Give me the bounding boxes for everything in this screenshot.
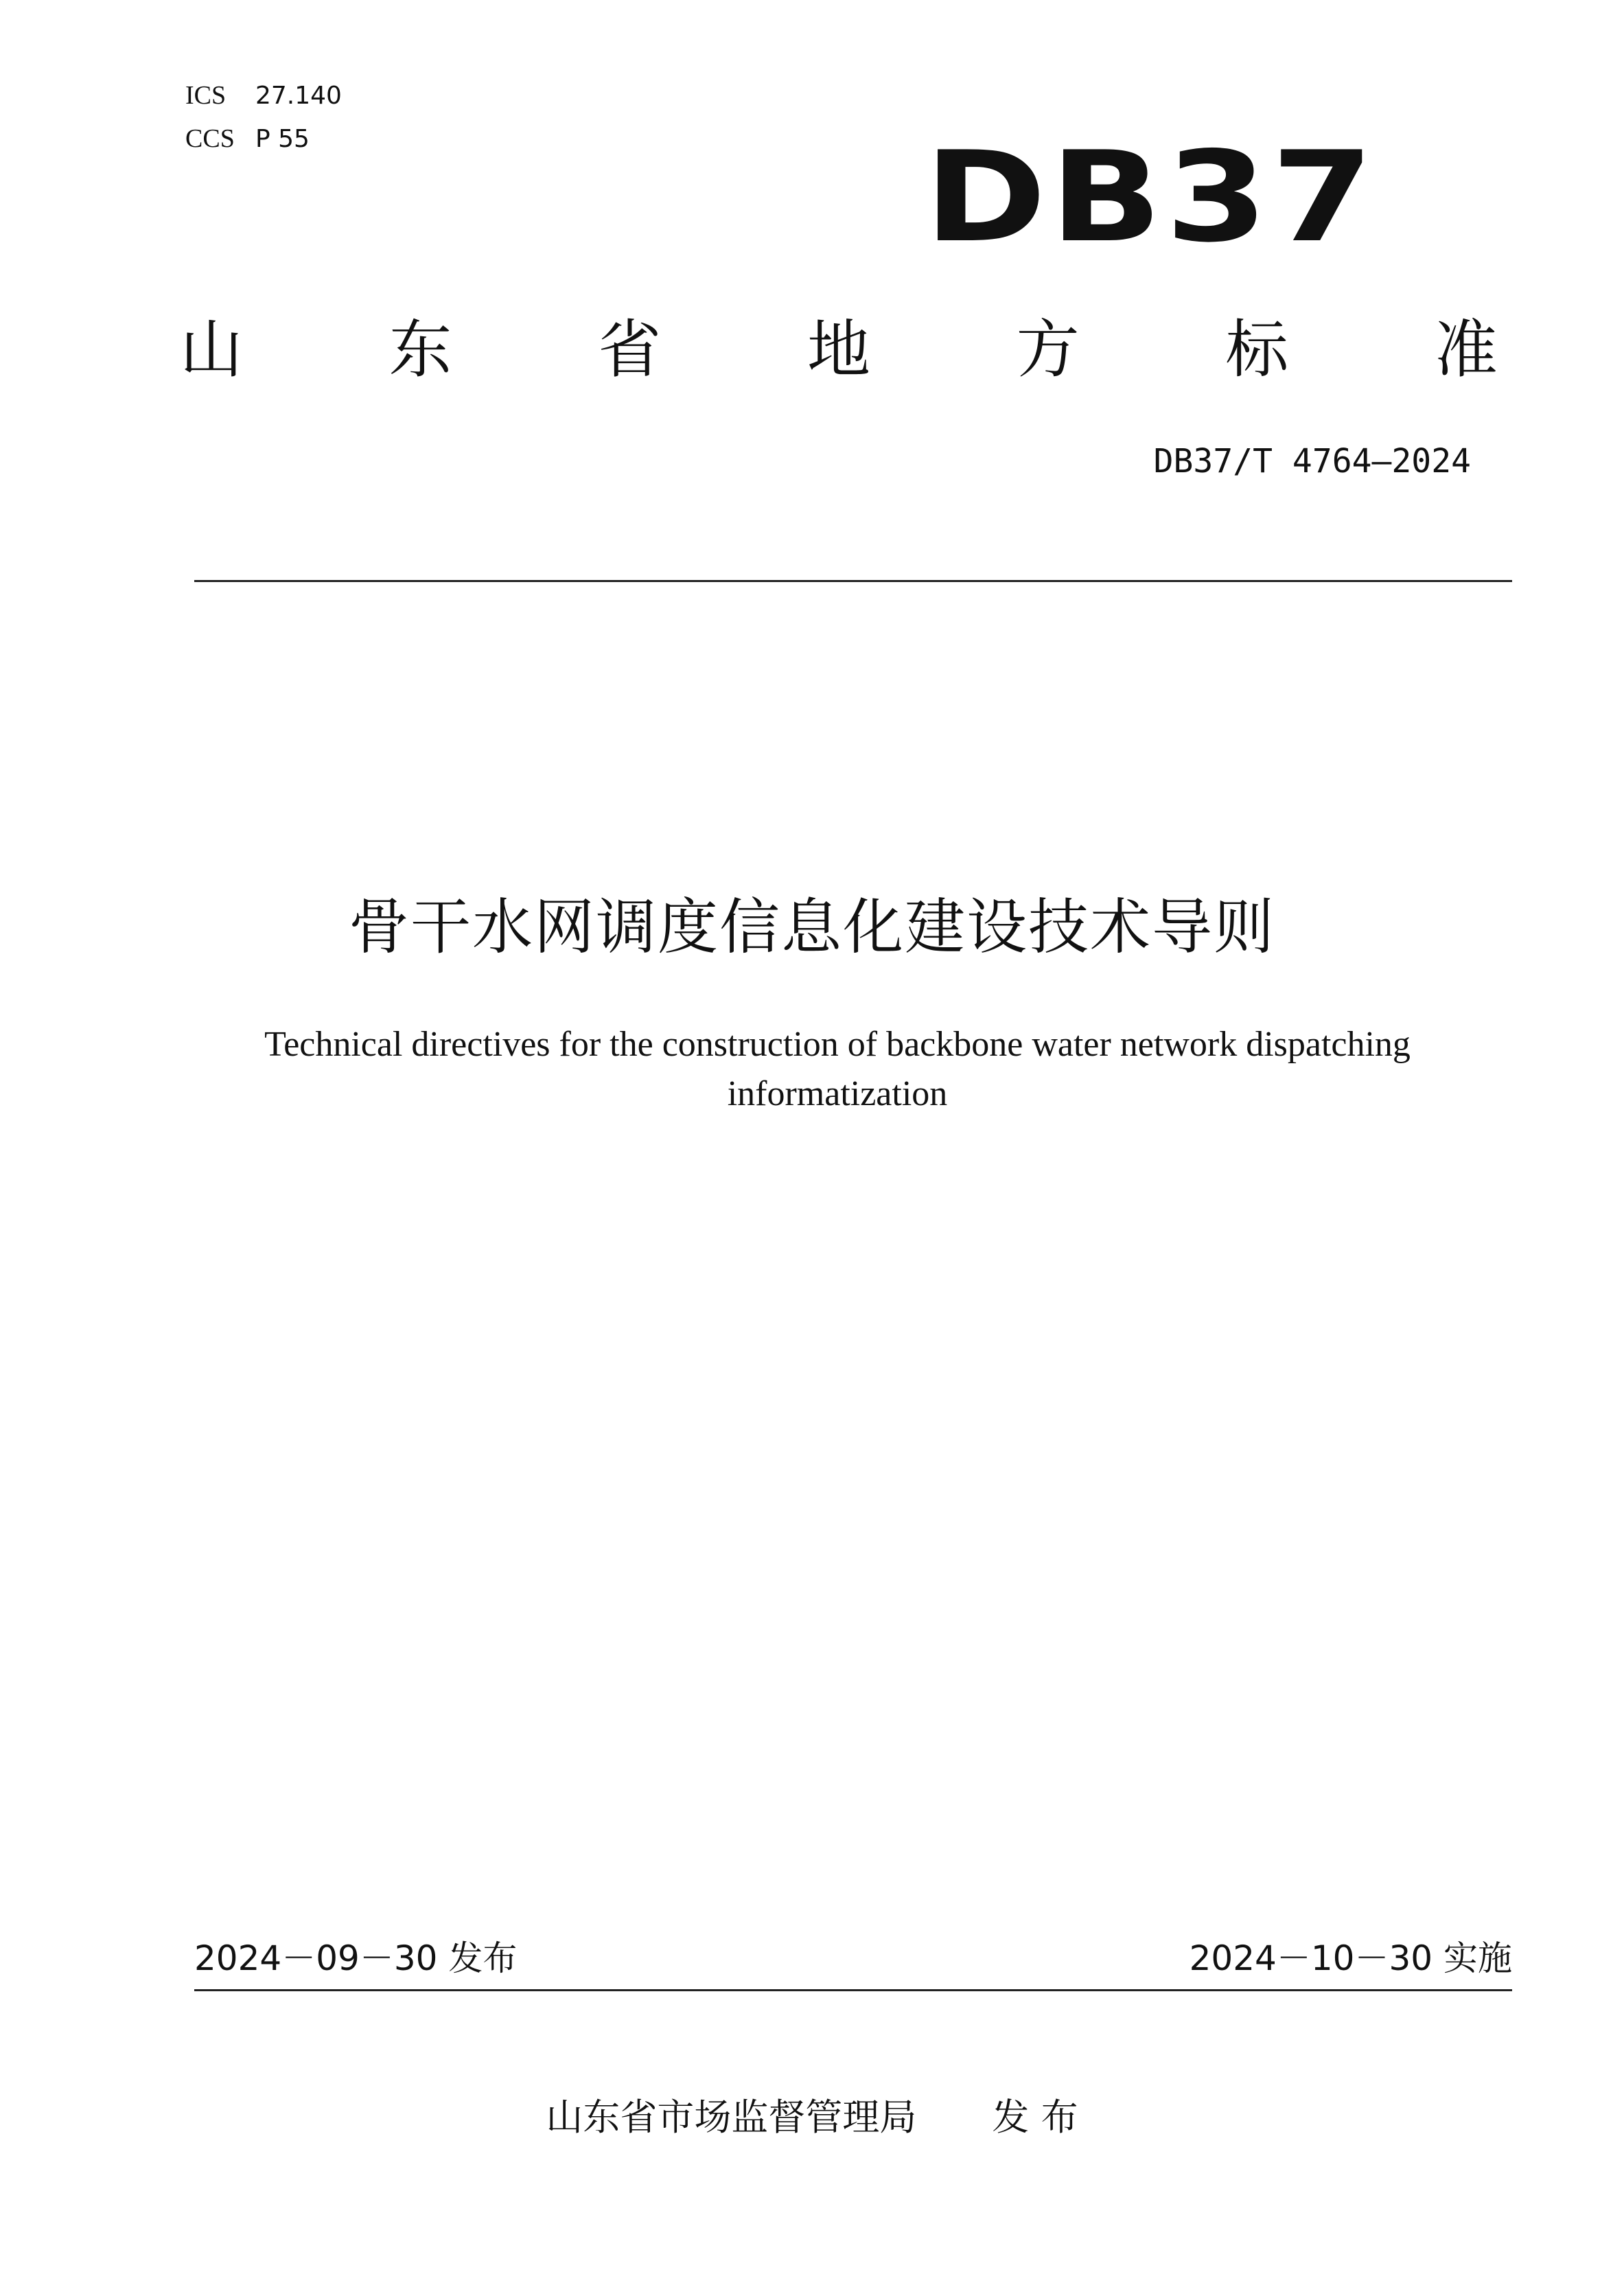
document-title-chinese: 骨干水网调度信息化建设技术导则 [348, 892, 1275, 962]
standard-type-char: 省 [598, 313, 662, 386]
standard-type-heading [180, 312, 1498, 388]
ccs-label: CCS [185, 124, 235, 153]
ccs-code-row [185, 117, 342, 161]
standard-type-char: 东 [388, 313, 452, 386]
classification-codes [185, 74, 342, 161]
standard-number: DB37/T 4764—2024 [1153, 442, 1471, 480]
standard-type-char: 准 [1434, 313, 1498, 386]
top-divider [194, 580, 1512, 582]
ics-label: ICS [185, 81, 227, 110]
release-date: 2024－09－30 发布 [194, 1938, 518, 1978]
ics-code-row [185, 74, 342, 117]
standard-type-char: 方 [1016, 313, 1080, 386]
standard-logo: DB37 [924, 124, 1377, 270]
ics-value: 27.140 [255, 82, 342, 110]
publisher-line [0, 2094, 1624, 2142]
publisher-action: 发 布 [992, 2096, 1078, 2139]
publisher-name: 山东省市场监督管理局 [546, 2096, 917, 2139]
bottom-divider [194, 1989, 1512, 1991]
standard-type-char: 标 [1225, 313, 1289, 386]
implementation-date: 2024－10－30 实施 [1189, 1938, 1512, 1978]
document-title-english: Technical directives for the construction of backbone water network dispatching informatization [264, 1025, 1411, 1113]
ccs-value: P 55 [255, 125, 310, 153]
standard-type-char: 山 [180, 313, 244, 386]
standard-type-char: 地 [807, 313, 870, 386]
